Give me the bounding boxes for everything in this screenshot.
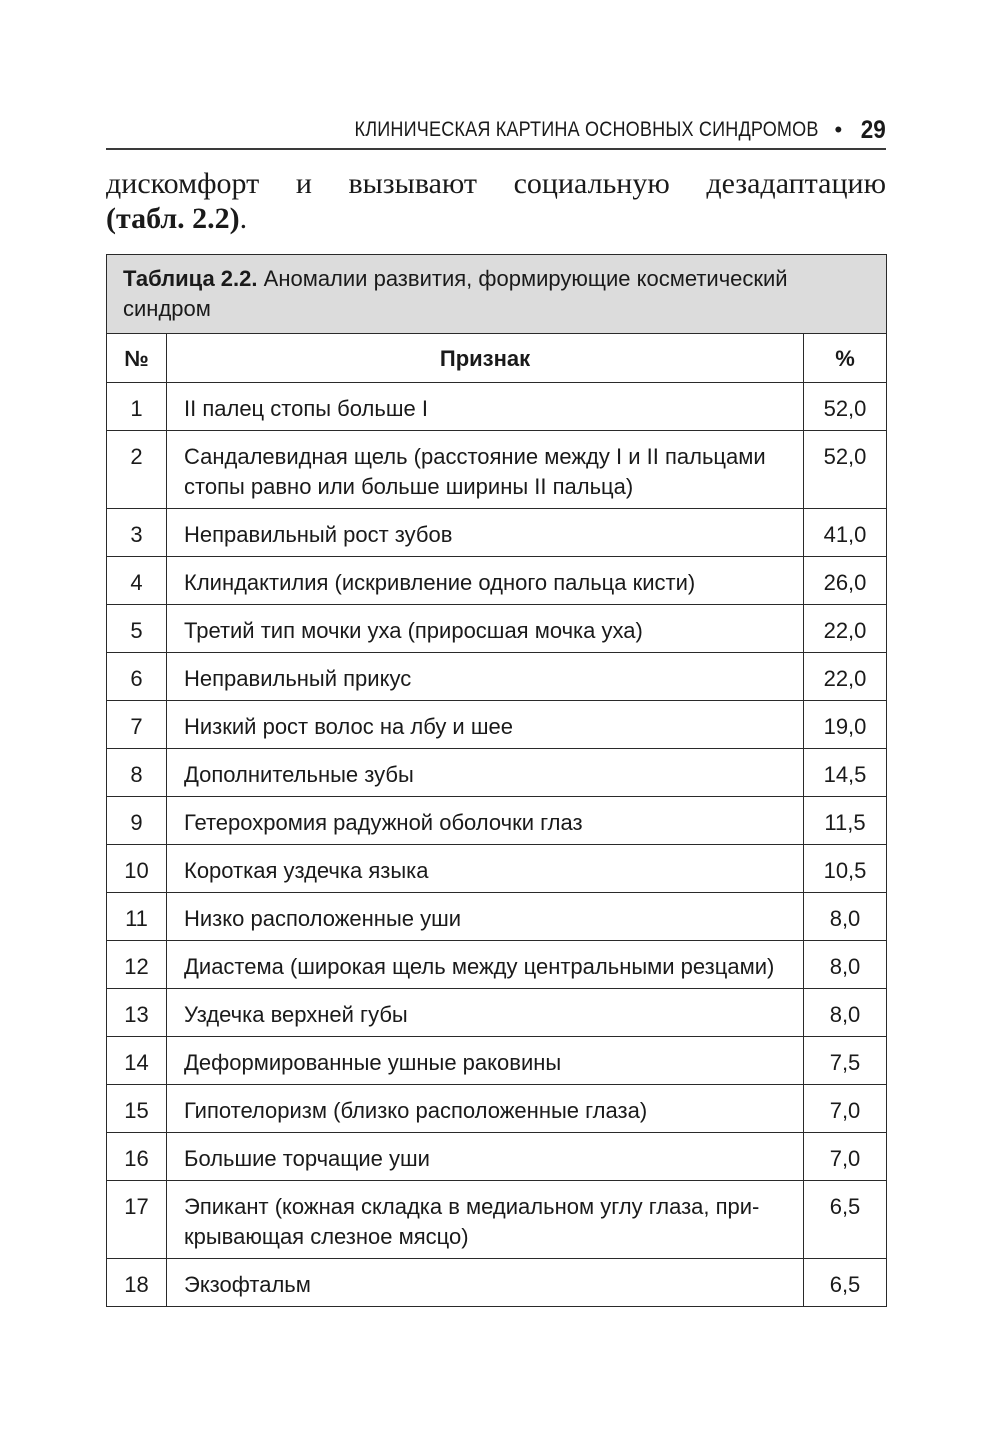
row-number: 8 [107,749,167,797]
running-head-section-title: КЛИНИЧЕСКАЯ КАРТИНА ОСНОВНЫХ СИНДРОМОВ [354,118,819,141]
column-header-sign: Признак [167,334,804,383]
row-percent: 14,5 [804,749,887,797]
row-percent: 10,5 [804,845,887,893]
table-row [107,1133,887,1181]
row-percent: 22,0 [804,605,887,653]
row-percent: 6,5 [804,1259,887,1307]
row-number: 6 [107,653,167,701]
table-row [107,1259,887,1307]
row-sign: Деформированные ушные раковины [167,1037,804,1085]
row-sign: Уздечка верхней губы [167,989,804,1037]
body-word: и [295,167,312,200]
row-number: 5 [107,605,167,653]
table-caption-text: Аномалии развития, формирующие косметический синдром [123,266,788,321]
table-container [106,254,886,1307]
row-sign: Диастема (широкая щель между центральными резцами) [167,941,804,989]
body-word: дискомфорт [106,167,260,200]
column-header-percent: % [804,334,887,383]
table-row [107,557,887,605]
table-row [107,431,887,509]
row-sign: Низко расположенные уши [167,893,804,941]
row-sign: II палец стопы больше I [167,383,804,431]
table-row [107,701,887,749]
table-row [107,1181,887,1259]
row-sign: Низкий рост волос на лбу и шее [167,701,804,749]
table-row [107,989,887,1037]
body-paragraph [106,166,886,236]
column-header-number: № [107,334,167,383]
running-head-bullet: • [834,117,843,142]
row-percent: 7,0 [804,1133,887,1181]
row-percent: 8,0 [804,941,887,989]
row-percent: 6,5 [804,1181,887,1259]
row-number: 4 [107,557,167,605]
row-number: 12 [107,941,167,989]
table-row [107,509,887,557]
table-caption-label: Таблица 2.2. [123,266,258,291]
row-sign: Неправильный рост зубов [167,509,804,557]
table-row [107,653,887,701]
table-row [107,797,887,845]
row-sign: Неправильный прикус [167,653,804,701]
body-word: дезадаптацию [706,167,886,200]
row-number: 15 [107,1085,167,1133]
row-percent: 52,0 [804,431,887,509]
row-sign: Экзофтальм [167,1259,804,1307]
body-line-2 [106,201,886,236]
row-number: 18 [107,1259,167,1307]
row-percent: 8,0 [804,989,887,1037]
row-sign: Третий тип мочки уха (приросшая мочка уха) [167,605,804,653]
table-row [107,845,887,893]
row-percent: 41,0 [804,509,887,557]
row-number: 9 [107,797,167,845]
row-sign: Клиндактилия (искривление одного пальца кисти) [167,557,804,605]
row-percent: 11,5 [804,797,887,845]
row-sign: Гипотелоризм (близко расположенные глаза) [167,1085,804,1133]
table-row [107,1085,887,1133]
table-reference: (табл. 2.2) [106,202,240,235]
row-sign: Большие торчащие уши [167,1133,804,1181]
row-number: 2 [107,431,167,509]
table-row [107,893,887,941]
row-number: 17 [107,1181,167,1259]
row-number: 10 [107,845,167,893]
row-number: 16 [107,1133,167,1181]
row-number: 13 [107,989,167,1037]
row-percent: 26,0 [804,557,887,605]
table-row [107,605,887,653]
anomalies-table [106,254,887,1307]
table-caption [107,255,887,334]
body-word: социальную [513,167,670,200]
table-row [107,383,887,431]
body-word: вызывают [348,167,478,200]
row-percent: 7,5 [804,1037,887,1085]
table-row [107,941,887,989]
row-number: 7 [107,701,167,749]
row-number: 1 [107,383,167,431]
row-percent: 19,0 [804,701,887,749]
body-line-1 [106,166,886,201]
page-number: 29 [860,115,886,144]
row-number: 3 [107,509,167,557]
table-row [107,1037,887,1085]
row-percent: 22,0 [804,653,887,701]
row-sign: Эпикант (кожная складка в медиальном углу глаза, при-крывающая слезное мясцо) [167,1181,804,1259]
row-percent: 8,0 [804,893,887,941]
body-end-punct: . [239,202,248,235]
row-percent: 52,0 [804,383,887,431]
running-head [106,112,886,150]
row-sign: Гетерохромия радужной оболочки глаз [167,797,804,845]
row-sign: Сандалевидная щель (расстояние между I и II пальцами стопы равно или больше ширины II пальца) [167,431,804,509]
row-sign: Короткая уздечка языка [167,845,804,893]
table-row [107,749,887,797]
row-number: 11 [107,893,167,941]
row-sign: Дополнительные зубы [167,749,804,797]
row-number: 14 [107,1037,167,1085]
row-percent: 7,0 [804,1085,887,1133]
